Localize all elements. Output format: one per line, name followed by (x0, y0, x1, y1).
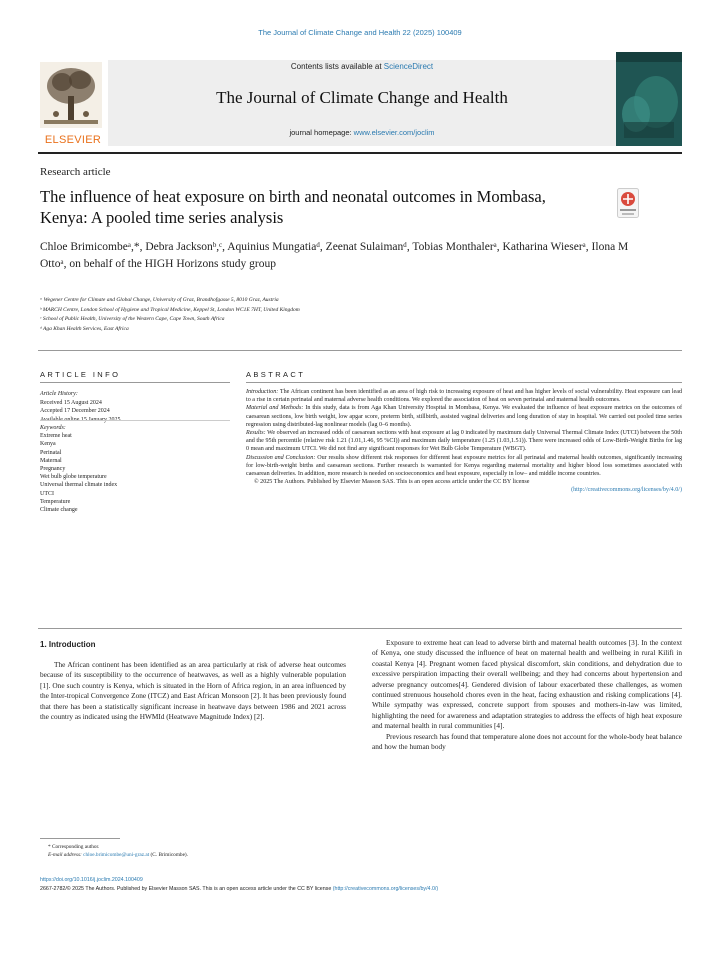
journal-cover-image (616, 52, 682, 146)
affiliations (40, 296, 680, 334)
article-title: The influence of heat exposure on birth and neonatal outcomes in Mombasa, Kenya: A pooled time series analysis (40, 187, 546, 227)
author-list: Chloe Brimicombeᵃ,*, Debra Jacksonᵇ,ᶜ, Aquinius Mungatiaᵈ, Zeenat Sulaimanᵈ, Tobias Monthalerᵃ, Katharina Wieserᵃ, Ilona M Ottoᵃ, on behalf of the HIGH Horizons study group (40, 241, 629, 270)
section-heading: 1. Introduction (40, 640, 96, 649)
homepage-prefix: journal homepage: (289, 128, 354, 137)
affiliation-d: ᵈ Aga Khan Health Services, East Africa (40, 325, 129, 332)
page-footer (40, 876, 680, 893)
journal-homepage (108, 128, 616, 137)
affiliation-a: ᵃ Wegener Centre for Climate and Global Change, University of Graz, Brandhofgasse 5, 8010 Graz, Austria (40, 297, 279, 303)
intro-text: The African continent has been identified as an area of high risk to increasing exposure of heat and has higher levels of social vulnerability. Heat exposure can lead to a rise in certain perinatal and maternal adverse health conditions. We explored the association of heat on seven perinatal and maternal health outcomes. (246, 389, 682, 404)
abstract-heading: ABSTRACT (246, 370, 306, 379)
keyword-item: Kenya (40, 441, 56, 448)
keyword-item: Temperature (40, 498, 71, 505)
keyword-item: Climate change (40, 507, 78, 514)
keyword-item: Wet bulb globe temperature (40, 474, 107, 481)
journal-title: The Journal of Climate Change and Health (216, 88, 508, 107)
journal-reference[interactable]: The Journal of Climate Change and Health 22 (2025) 100409 (258, 28, 462, 37)
keyword-item: Pregnancy (40, 466, 66, 473)
article-history (40, 390, 230, 424)
affiliation-b: ᵇ MARCH Centre, London School of Hygiene and Tropical Medicine, Keppel St, London WC1E 7HT, United Kingdom (40, 306, 300, 313)
intro-right-paragraph-1: Exposure to extreme heat can lead to adverse birth and maternal health outcomes [3]. In the context of Kenya, one study discussed the influence of heat on maternal health and wellbeing in rural Kilifi in coastal Kenya [4]. Pregnant women faced physical discomfort, skin conditions, and dehydration due to excessive perspiration impacting their overall wellbeing; and they had concerns about hypertension and adverse pregnancy outcomes[4]. Gendered division of labour exacerbated these challenges, as women continued strenuous household chores even in the heat, facing exhaustion and risking complications [4]. While sympathy was expressed, concrete support from spouses and mothers-in-law was limited, highlighting the need for awareness and adaptation strategies to address the effects of high heat exposure and maternal health in rural communities [4]. (372, 638, 682, 731)
homepage-link[interactable]: www.elsevier.com/joclim (353, 128, 435, 137)
abstract-methods (246, 404, 682, 429)
methods-label: Material and Methods: (246, 405, 304, 412)
masthead-banner (108, 60, 616, 146)
intro-right-paragraph-2: Previous research has found that temperature alone does not account for the whole-body heat balance and how the human body (372, 731, 682, 752)
journal-cover-thumbnail[interactable] (616, 52, 682, 146)
results-label: Results: (246, 430, 266, 437)
abstract-body (246, 388, 682, 495)
issn-line (40, 885, 680, 894)
section-rule (38, 350, 682, 351)
email-label: E-mail address: (48, 852, 84, 859)
abstract-results (246, 429, 682, 454)
intro-left-paragraph: The African continent has been identified as an area particularly at risk of adverse heat outcomes because of its susceptibility to the occurrence of heatwaves, as well as a highly vulnerable population [1]. One such country is Kenya, which is situated in the Horn of Africa region, in an area influenced by the Inter-tropical Convergence Zone (ITCZ) and East African Monsoon [2]. It has been previously found that there has been a statistically significant increase in heatwave days between 1986 and 2021 across the country as indicated using the HWMId (Heatwave Magnitude Index) [2]. (40, 660, 346, 722)
intro-right-column (372, 638, 682, 752)
contents-prefix: Contents lists available at (290, 62, 384, 71)
email-line (40, 851, 340, 859)
sciencedirect-link[interactable]: ScienceDirect (383, 62, 434, 71)
check-for-updates-button[interactable] (617, 188, 639, 218)
history-rule (40, 420, 230, 421)
history-label: Article History: (40, 391, 78, 397)
crossmark-icon (617, 188, 639, 218)
affiliation-c: ᶜ School of Public Health, University of the Western Cape, Cape Town, South Africa (40, 316, 225, 322)
footer-license-link[interactable]: (http://creativecommons.org/licenses/by/4.0/) (332, 885, 439, 892)
article-info-rule (40, 382, 230, 383)
keyword-item: Universal thermal climate index (40, 482, 118, 489)
doi-link[interactable]: https://doi.org/10.1016/j.joclim.2024.100409 (40, 877, 143, 883)
corresponding-author: * Corresponding author. (48, 844, 100, 850)
elsevier-tree-icon (38, 60, 104, 132)
keyword-item: Extreme heat (40, 433, 72, 440)
accepted-date: Accepted 17 December 2024 (40, 408, 110, 414)
elsevier-wordmark: ELSEVIER (44, 134, 102, 146)
keywords-block (40, 424, 230, 514)
journal-masthead (38, 60, 682, 148)
article-type: Research article (40, 166, 111, 178)
abstract-rule (246, 382, 682, 383)
article-info-heading: ARTICLE INFO (40, 370, 121, 379)
contents-available (108, 62, 616, 71)
keywords-label: Keywords: (40, 425, 66, 431)
footnote (40, 843, 340, 859)
keyword-item: UTCI (40, 490, 54, 497)
results-text: We observed an increased odds of caesarean sections with heat exposure at lag 0 indicated by maximum daily Universal Thermal Climate Index (UTCI) between the 50th and the 95th percentile (relative risk 1.21 (1.01,1.46, 95 %CI)) and maximum daily temperature (1.25 (1.03,1.51)). There were increased odds of Low-Birth-Weight Births for lag 0 mean and maximum UTCI. We did not find any significant responses for Wet Bulb Globe Temperature (WBGT). (246, 430, 682, 453)
discussion-label: Discussion and Conclusion: (246, 454, 316, 461)
issn-text: 2667-2782/© 2025 The Authors. Published by Elsevier Masson SAS. This is an open access article under the CC BY license (40, 885, 333, 892)
abstract-license: © 2025 The Authors. Published by Elsevier Masson SAS. This is an open access article under the CC BY license (254, 479, 530, 486)
email-link[interactable]: chloe.brimicombe@uni-graz.at (83, 852, 150, 859)
keyword-item: Maternal (40, 457, 62, 464)
keyword-item: Perinatal (40, 449, 62, 456)
methods-text: In this study, data is from Aga Khan University Hospital in Mombasa, Kenya. We evaluated the influence of heat exposure metrics on the outcomes of caesarean sections, low birth weight, low apgar score, preterm birth, stillbirth, assisted vaginal deliveries and long duration of stay in hospital. We carried out pooled time series regression using distributed-lag nonlinear models (lag 0–6 months). (246, 405, 682, 428)
abstract-discussion (246, 454, 682, 479)
abstract-intro (246, 388, 682, 404)
abstract-license-link[interactable]: (http://creativecommons.org/licenses/by/4.0/) (571, 487, 682, 494)
header-rule (38, 152, 682, 154)
received-date: Received 15 August 2024 (40, 399, 102, 406)
email-suffix: (C. Brimicombe). (149, 852, 189, 859)
abstract-license-link-row (246, 486, 682, 494)
elsevier-logo (38, 60, 104, 146)
intro-label: Introduction: (246, 389, 279, 395)
discussion-text: Our results show different risk responses for different heat exposure metrics for all perinatal and maternal health outcomes, significantly increasing for low-birth-weight births and caesarean sections. Further research is warranted for Kenya regarding maternal mortality and higher blood loss sometimes associated with caesarean deliveries. In addition, more research is needed on socioeconomics and heat exposure, especially in low– and middle income countries. (246, 454, 682, 478)
body-rule (38, 628, 682, 629)
footnote-rule (40, 838, 120, 839)
